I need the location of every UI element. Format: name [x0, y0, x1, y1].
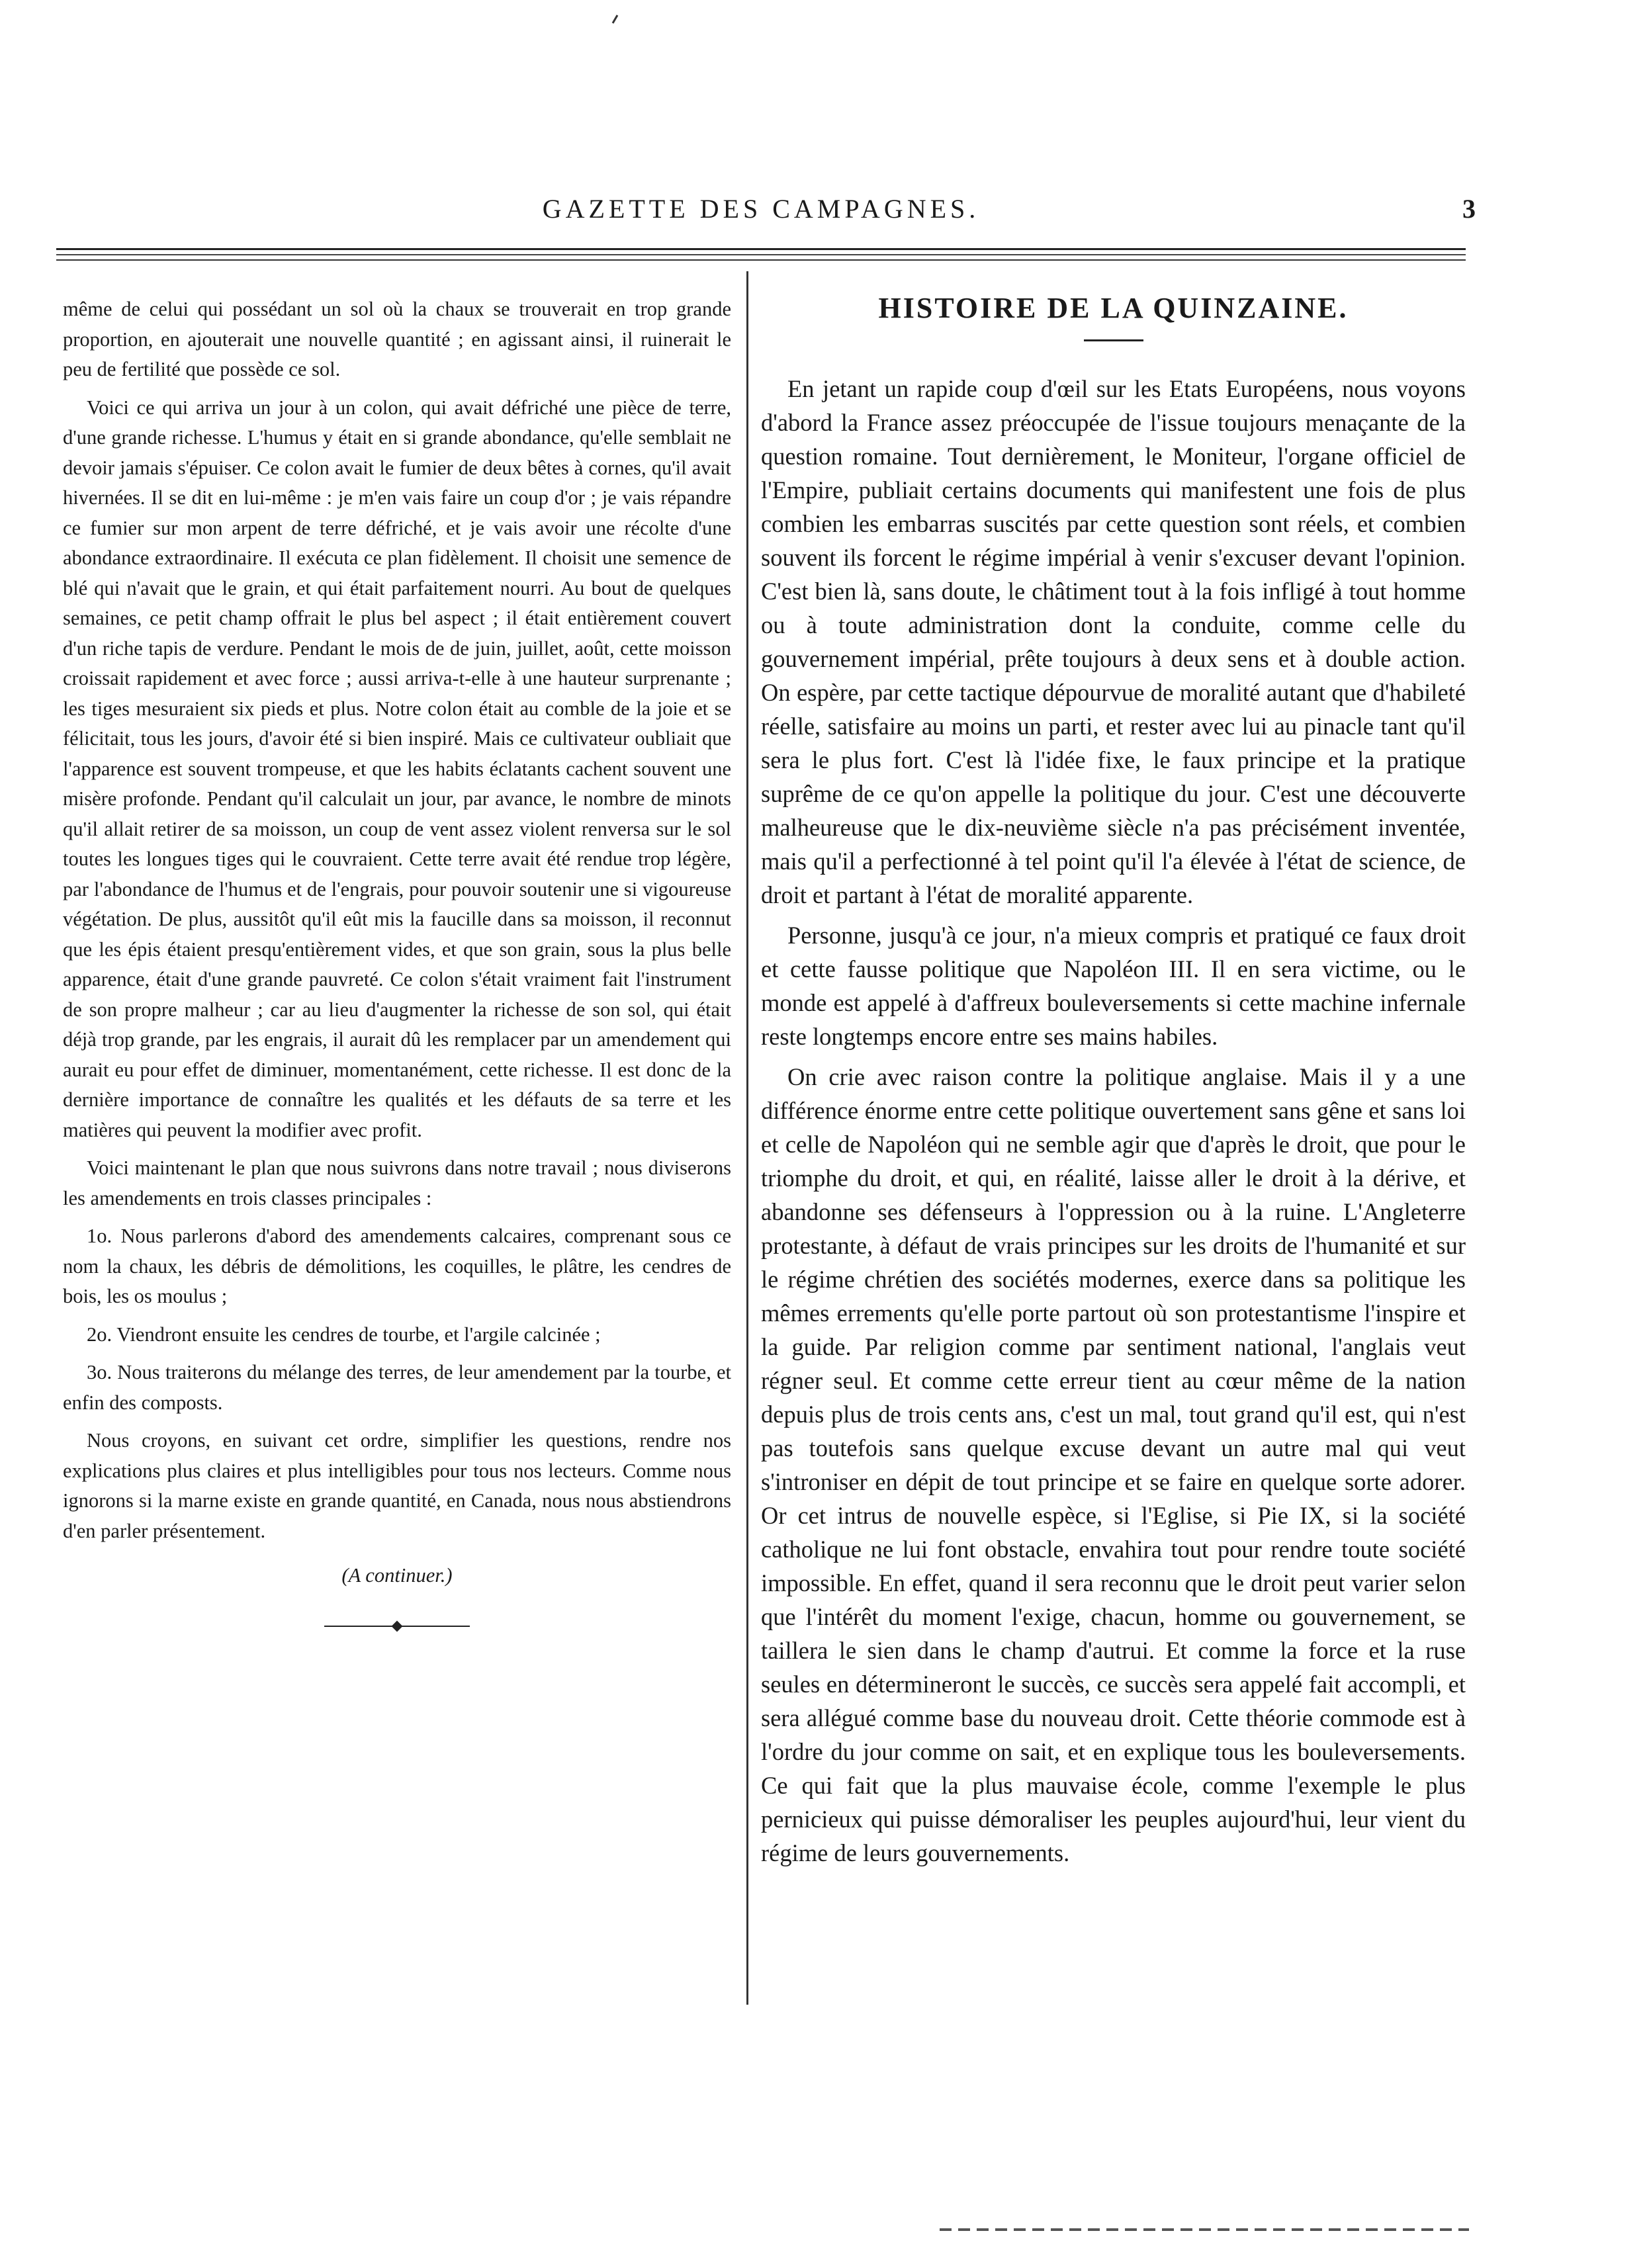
- paragraph: Personne, jusqu'à ce jour, n'a mieux compris et pratiqué ce faux droit et cette fausse politique que Napoléon III. Il en sera victime, ou le monde est appelé à d'affreux bouleversements si cette machine infernale reste longtemps encore entre ses mains habiles.: [761, 922, 1466, 1050]
- end-ornament: [324, 1622, 470, 1631]
- paragraph: On crie avec raison contre la politique anglaise. Mais il y a une différence énorme entre cette politique ouvertement sans gêne et sans loi et celle de Napoléon qui ne semble agir que d'après le droit, que pour le triomphe du droit, et qui, en réalité, laisse aller le droit à la dérive, et abandonne ses défenseurs à l'oppression ou à la ruine. L'Angleterre protestante, à défaut de vrais principes sur les droits de l'humanité et sur le régime chrétien des sociétés modernes, exerce dans sa politique les mêmes errements qu'elle porte partout où son protestantisme l'inspire et la guide. Par religion comme par sentiment national, l'anglais veut régner seul. Et comme cette erreur tient au cœur même de la nation depuis plus de trois cents ans, c'est un mal, tout grand qu'il est, qui n'est pas toutefois sans quelque excuse devant un autre mal qui veut s'introniser en dépit de tout principe et se faire en quelque sorte adorer. Or cet intrus de nouvelle espèce, si l'Eglise, si Pie IX, si la société catholique ne lui font obstacle, envahira tout pour rendre toute société impossible. En effet, quand il sera reconnu que le droit peut varier selon que l'intérêt du moment l'exige, chacun, homme ou gouvernement, se taillera le sien dans le champ d'autrui. Et comme la force et la ruse seules en détermineront le succès, ce succès sera appelé fait accompli, et sera allégué comme base du nouveau droit. Cette théorie commode est à l'ordre du jour comme on sait, et en explique tous les bouleversements. Ce qui fait que la plus mauvaise école, comme l'exemple le plus pernicieux qui puisse démoraliser les peuples aujourd'hui, leur vient du régime de leurs gouvernements.: [761, 1063, 1466, 1866]
- left-column: [63, 294, 731, 1631]
- paragraph: En jetant un rapide coup d'œil sur les Etats Européens, nous voyons d'abord la France assez préoccupée de l'issue toujours menaçante de la question romaine. Tout dernièrement, le Moniteur, l'organe officiel de l'Empire, publiait certains documents qui manifestent une fois de plus combien les embarras suscités par cette question sont réels, et combien souvent ils forcent le régime impérial à venir s'excuser devant l'opinion. C'est bien là, sans doute, le châtiment tout à la fois infligé à tout homme ou à toute administration dont la conduite, comme celle du gouvernement impérial, prête toujours à deux sens et à double action. On espère, par cette tactique dépourvue de moralité autant que d'habileté réelle, satisfaire au moins un parti, et rester avec lui au pinacle tant qu'il sera le plus fort. C'est là l'idée fixe, le faux principe et la pratique suprême de ce qu'on appelle la politique du jour. C'est une découverte malheureuse que le dix-neuvième siècle n'a pas précisément inventée, mais qu'il a perfectionné à tel point qu'il l'a élevée à l'état de science, de droit et partant à l'état de moralité apparente.: [761, 375, 1466, 908]
- title-rule: [1084, 339, 1143, 341]
- paragraph: même de celui qui possédant un sol où la chaux se trouverait en trop grande proportion, en ajouterait une nouvelle quantité ; en agissant ainsi, il ruinerait le peu de fertilité que possède ce sol.: [63, 298, 731, 380]
- paragraph: 3o. Nous traiterons du mélange des terres, de leur amendement par la tourbe, et enfin des composts.: [63, 1361, 731, 1414]
- ornament-diamond: [392, 1620, 403, 1632]
- column-divider: [746, 271, 748, 2005]
- right-column: [761, 284, 1466, 1876]
- paragraph: Nous croyons, en suivant cet ordre, simplifier les questions, rendre nos explications plus claires et plus intelligibles pour tous nos lecteurs. Comme nous ignorons si la marne existe en grande quantité, en Canada, nous nous abstiendrons d'en parler présentement.: [63, 1429, 731, 1542]
- paragraph: 2o. Viendront ensuite les cendres de tourbe, et l'argile calcinée ;: [87, 1323, 601, 1346]
- page-number: 3: [1462, 194, 1476, 224]
- header-rule-thin: [56, 259, 1466, 261]
- publication-title: GAZETTE DES CAMPAGNES.: [542, 194, 980, 224]
- page-header: [60, 193, 1476, 233]
- header-rule: [56, 248, 1466, 255]
- ink-speck: [612, 15, 619, 24]
- section-title: HISTOIRE DE LA QUINZAINE.: [878, 292, 1349, 324]
- continuation-note: (A continuer.): [341, 1564, 453, 1587]
- bottom-rule: [940, 2228, 1469, 2231]
- paragraph: Voici ce qui arriva un jour à un colon, qui avait défriché une pièce de terre, d'une grande richesse. L'humus y était en si grande abondance, qu'elle semblait ne devoir jamais s'épuiser. Ce colon avait le fumier de deux bêtes à cornes, qu'il avait hivernées. Il se dit en lui-même : je m'en vais faire un coup d'or ; je vais répandre ce fumier sur mon arpent de terre défriché, et je vais avoir une récolte d'une abondance extraordinaire. Il exécuta ce plan fidèlement. Il choisit une semence de blé qui n'avait que le grain, et qui était parfaitement nourri. Au bout de quelques semaines, ce petit champ offrait le plus bel aspect ; il était entièrement couvert d'un riche tapis de verdure. Pendant le mois de de juin, juillet, août, cette moisson croissait rapidement et avec force ; aussi arriva-t-elle à une hauteur surprenante ; les tiges mesuraient six pieds et plus. Notre colon était au comble de la joie et se félicitait, tous les jours, d'avoir été si bien inspiré. Mais ce cultivateur oubliait que l'apparence est souvent trompeuse, et que les habits éclatants cachent souvent une misère profonde. Pendant qu'il calculait un jour, par avance, le nombre de minots qu'il allait retirer de sa moisson, un coup de vent assez violent renversa sur le sol toutes les longues tiges qui le couvraient. Cette terre avait été rendue trop légère, par l'abondance de l'humus et de l'engrais, pour pouvoir soutenir une si vigoureuse végétation. De plus, aussitôt qu'il eût mis la faucille dans sa moisson, il reconnut que les épis étaient presqu'entièrement vides, et que son grain, sous la plus belle apparence, était d'une grande pauvreté. Ce colon s'était vraiment fait l'instrument de son propre malheur ; car au lieu d'augmenter la richesse de son sol, qui était déjà trop grande, par les engrais, il aurait dû les remplacer par un amendement qui aurait eu pour effet de diminuer, momentanément, cette richesse. Il est donc de la dernière importance de connaître les qualités et les défauts de sa terre et les matières qui peuvent la modifier avec profit.: [63, 396, 731, 1141]
- paragraph: Voici maintenant le plan que nous suivrons dans notre travail ; nous diviserons les amendements en trois classes principales :: [63, 1156, 731, 1209]
- paragraph: 1o. Nous parlerons d'abord des amendements calcaires, comprenant sous ce nom la chaux, les débris de démolitions, les coquilles, le plâtre, les cendres de bois, les os moulus ;: [63, 1225, 731, 1307]
